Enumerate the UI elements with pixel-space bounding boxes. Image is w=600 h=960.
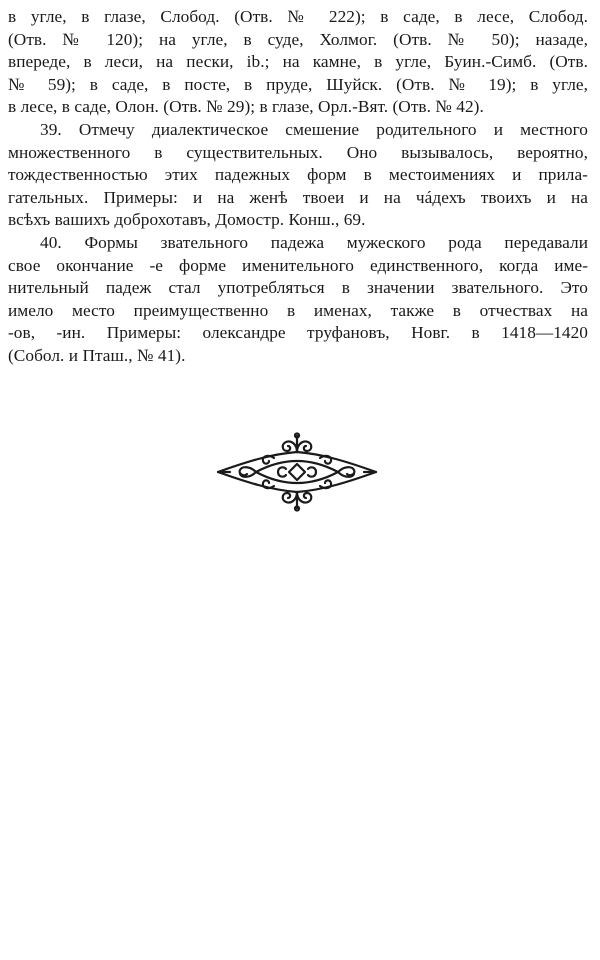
text-line: 40. Формы звательного падежа мужеского рода передавали [40,232,588,252]
text-line: № 59); в саде, в посте, в пруде, Шуйск. (Отв. № 19); в угле, [8,74,588,94]
paragraph-section-39 [8,119,588,232]
text-line: тождественностью этих падежных форм в местоимениях и прила- [8,165,588,185]
document-page [8,6,588,368]
text-line: гательных. Примеры: и на женѣ твоеи и на чáдехъ твоихъ и на [8,187,588,207]
decorative-ornament-icon [216,432,378,512]
text-line: впереде, в леси, на пески, ib.; на камне, в угле, Буин.-Симб. (Отв. [8,52,588,72]
paragraph-continuation [8,6,588,119]
text-line: -ов, -ин. Примеры: олександре труфановъ, Новг. в 1418—1420 [8,323,588,343]
text-line: (Отв. № 120); на угле, в суде, Холмог. (Отв. № 50); назаде, [8,29,588,49]
text-line: всѣхъ вашихъ доброхотавъ, Домостр. Конш., 69. [8,210,366,230]
text-line: 39. Отмечу диалектическое смешение родительного и местного [40,119,588,139]
text-line: в углe, в глазе, Слобод. (Отв. № 222); в саде, в лесе, Слобод. [8,7,588,26]
text-line: имело место преимущественно в именах, также в отчествах на [8,300,588,320]
text-line: нительный падеж стал употребляться в значении звательного. Это [8,278,588,298]
text-line: множественного в существительных. Оно вызывалось, вероятно, [8,142,588,162]
paragraph-section-40 [8,232,588,368]
text-line: в лесе, в саде, Олон. (Отв. № 29); в глазе, Орл.-Вят. (Отв. № 42). [8,97,484,117]
text-line: свое окончание -е форме именительного единственного, когда име- [8,255,588,275]
text-line: (Собол. и Пташ., № 41). [8,345,186,365]
